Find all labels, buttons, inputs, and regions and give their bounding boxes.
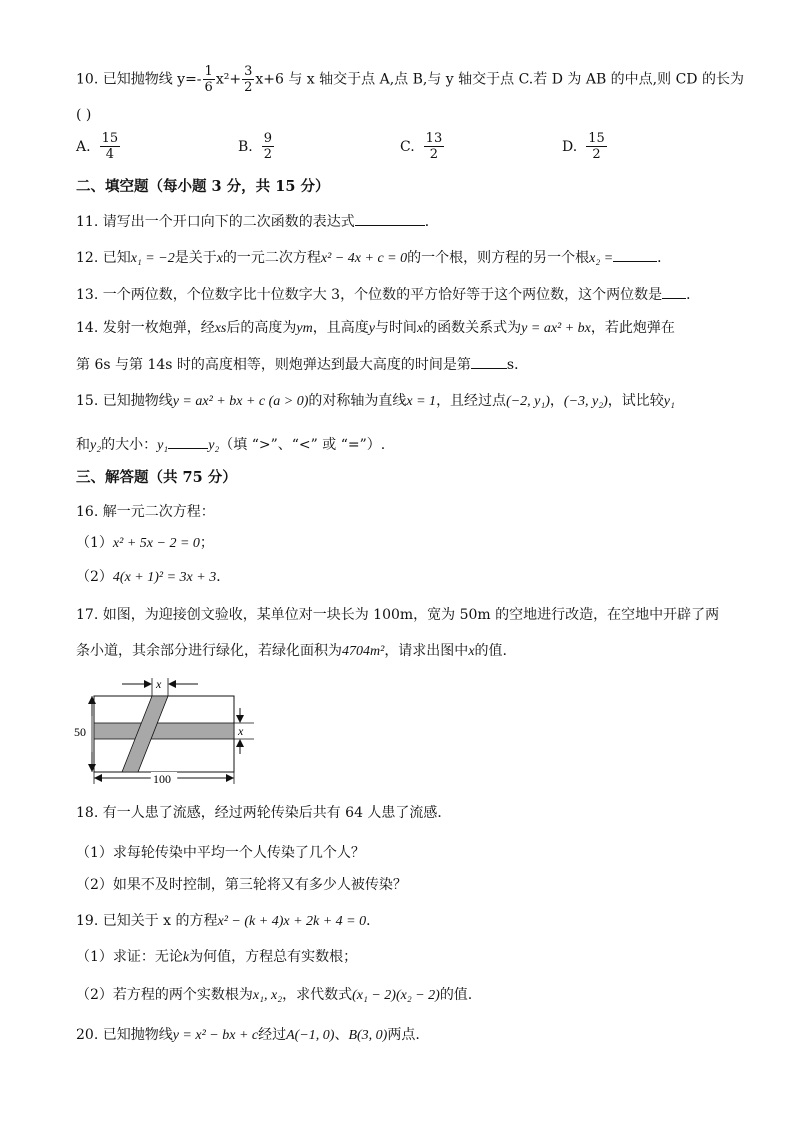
answer-blank <box>662 284 686 299</box>
q12-root: x₁ = −2 <box>130 251 175 266</box>
q17-line1: 17. 如图，为迎接创文验收，某单位对一块长为 100m，宽为 50m 的空地进行改造，在空地中开辟了两 <box>76 607 720 623</box>
q14-text-b: 后的高度为 <box>226 320 297 336</box>
q19-part1 <box>76 948 357 967</box>
q15-line2 <box>76 434 385 455</box>
q14-xs: xs <box>214 321 227 336</box>
q14-ym: ym <box>296 321 313 336</box>
q19-end: ． <box>366 913 381 929</box>
q10-option-d <box>562 131 608 162</box>
part-end: ． <box>216 569 231 585</box>
q19-part2 <box>76 986 472 1005</box>
option-label: B. <box>238 138 253 155</box>
q20-point-b: B(3, 0) <box>348 1028 388 1043</box>
q17-area: 4704m² <box>342 644 385 659</box>
q10-option-c <box>400 131 445 162</box>
q15-equation: y = ax² + bx + c (a > 0) <box>172 394 309 409</box>
frac-num: 15 <box>101 131 119 146</box>
part-end: ； <box>199 535 214 551</box>
q10-frac1 <box>203 64 215 95</box>
q14-line2 <box>76 354 528 374</box>
q15-text-e: 和 <box>76 437 90 453</box>
q15-text-c: ，且经过点 <box>436 393 507 409</box>
option-label: D. <box>562 138 578 155</box>
frac-den: 2 <box>244 80 253 95</box>
q15-text-f: 的大小： <box>101 437 158 453</box>
q20-point-a: A(−1, 0) <box>286 1028 335 1043</box>
answer-blank <box>471 354 507 369</box>
q10-paren: ( ) <box>76 107 92 123</box>
q15-text-g: （填 “>”、“<” 或 “=”）. <box>219 437 386 453</box>
frac-den: 6 <box>204 80 213 95</box>
q14-unit: s <box>506 357 515 373</box>
q18-title: 18. 有一人患了流感，经过两轮传染后共有 64 人患了流感． <box>76 805 452 821</box>
top-x-label: x <box>156 677 162 691</box>
q14-end: ． <box>514 357 529 373</box>
q14-x: x <box>416 321 424 336</box>
q15-point2: (−3, y₂) <box>563 394 608 409</box>
q12-x2: x₂ = <box>589 251 614 266</box>
q15-y2b: y₂ <box>208 438 220 453</box>
q15-text-d: ，试比较 <box>607 393 664 409</box>
option-frac <box>586 131 607 162</box>
frac-den: 2 <box>429 147 439 162</box>
left-50-label: 50 <box>74 725 86 739</box>
q19-text-a: 19. 已知关于 x 的方程 <box>76 913 218 929</box>
section-2-heading: 二、填空题（每小题 3 分，共 15 分） <box>76 178 330 195</box>
q13 <box>76 284 700 304</box>
q19-title <box>76 912 380 931</box>
option-frac <box>100 131 121 162</box>
q12-end: ． <box>657 250 672 266</box>
q19-text-e: ，求代数式 <box>282 987 353 1003</box>
frac-num: 9 <box>263 131 273 146</box>
part-label: （2） <box>76 569 113 585</box>
q19-equation: x² − (k + 4)x + 2k + 4 = 0 <box>217 914 367 929</box>
q10-text-b: x²+ <box>215 71 242 88</box>
q12-equation: x² − 4x + c = 0 <box>320 251 408 266</box>
option-label: A. <box>76 138 91 155</box>
q20-text-c: 两点. <box>387 1027 420 1043</box>
q12-text-a: 12. 已知 <box>76 250 131 266</box>
q12-var: x <box>216 251 223 266</box>
q13-end: ． <box>686 287 701 303</box>
q19-text-b: （1）求证：无论 <box>76 949 183 965</box>
q12-text-b: 是关于 <box>174 250 217 266</box>
section-3-heading: 三、解答题（共 75 分） <box>76 469 237 486</box>
q15-text-a: 15. 已知抛物线 <box>76 393 173 409</box>
answer-blank <box>168 434 208 449</box>
q15-comma: ， <box>549 393 564 409</box>
q15-y1: y₁ <box>663 394 675 409</box>
q18-part1: （1）求每轮传染中平均一个人传染了几个人？ <box>76 845 365 861</box>
q15-y2: y₂ <box>90 438 102 453</box>
q19-text-c: 为何值，方程总有实数根； <box>189 949 358 965</box>
q14-equation: y = ax² + bx <box>521 321 591 336</box>
q10-text-c: x+6 与 x 轴交于点 A,点 B,与 y 轴交于点 C.若 D 为 AB 的中点,则 CD 的长为 <box>255 71 744 88</box>
q11 <box>76 211 439 231</box>
q19-text-f: 的值. <box>439 987 473 1003</box>
q10-frac2 <box>242 64 254 95</box>
q20-sep: 、 <box>334 1027 349 1043</box>
q19-roots: x₁, x₂ <box>252 988 283 1003</box>
q16-part2 <box>76 568 230 587</box>
q17-line2 <box>76 642 507 661</box>
q15-axis: x = 1 <box>406 394 437 409</box>
q20-equation: y = x² − bx + c <box>172 1028 259 1043</box>
q15-y1b: y₁ <box>157 438 169 453</box>
q14-text-d: 与时间 <box>374 320 417 336</box>
frac-num: 3 <box>244 64 253 79</box>
q16-part1 <box>76 534 214 553</box>
q12-text-d: 的一个根，则方程的另一个根 <box>407 250 590 266</box>
q14-y: y <box>368 321 375 336</box>
answer-blank <box>355 211 425 226</box>
q19-k: k <box>182 950 190 965</box>
q17-text-c: 的值. <box>474 643 507 659</box>
q12-text-c: 的一元二次方程 <box>222 250 321 266</box>
q20-title <box>76 1026 420 1045</box>
q15-line1 <box>76 392 675 411</box>
frac-num: 15 <box>588 131 605 146</box>
q17-x: x <box>468 644 475 659</box>
q15-text-b: 的对称轴为直线 <box>308 393 407 409</box>
part-label: （1） <box>76 535 113 551</box>
q14-text-e: 的函数关系式为 <box>423 320 522 336</box>
q11-end: ． <box>424 214 439 230</box>
option-frac <box>424 131 445 162</box>
q10-option-a <box>76 131 121 162</box>
frac-den: 4 <box>105 147 114 162</box>
frac-den: 2 <box>263 147 273 162</box>
q13-text: 13. 一个两位数，个位数字比十位数字大 3，个位数的平方恰好等于这个两位数，这个两位数是 <box>76 287 663 303</box>
q10-text-a: 10. 已知抛物线 y=- <box>76 71 202 88</box>
frac-den: 2 <box>592 147 601 162</box>
option-frac <box>262 131 274 162</box>
option-label: C. <box>400 138 415 155</box>
q16-eq2: 4(x + 1)² = 3x + 3 <box>112 570 217 585</box>
horizontal-road <box>94 723 234 739</box>
q14-line1 <box>76 319 675 338</box>
q18-part2: （2）如果不及时控制，第三轮将又有多少人被传染？ <box>76 877 407 893</box>
q10-line1 <box>76 64 744 95</box>
q17-text-b: ，请求出图中 <box>384 643 469 659</box>
q15-point1: (−2, y₁) <box>506 394 550 409</box>
q12 <box>76 247 671 268</box>
q17-text-a: 条小道，其余部分进行绿化，若绿化面积为 <box>76 643 342 659</box>
q11-text: 11. 请写出一个开口向下的二次函数的表达式 <box>76 214 355 230</box>
q14-text-g: 第 6s 与第 14s 时的高度相等，则炮弹达到最大高度的时间是第 <box>76 357 471 373</box>
q17-figure <box>70 676 260 788</box>
right-x-label: x <box>238 724 244 738</box>
frac-num: 1 <box>204 64 213 79</box>
q10-option-b <box>238 131 275 162</box>
q19-expression: (x₁ − 2)(x₂ − 2) <box>352 988 440 1003</box>
bottom-100-label: 100 <box>153 772 171 786</box>
q19-text-d: （2）若方程的两个实数根为 <box>76 987 253 1003</box>
q14-text-a: 14. 发射一枚炮弹，经 <box>76 320 215 336</box>
q16-title: 16. 解一元二次方程： <box>76 504 215 520</box>
q20-text-b: 经过 <box>258 1027 287 1043</box>
q20-text-a: 20. 已知抛物线 <box>76 1027 173 1043</box>
answer-blank <box>613 247 657 262</box>
q14-text-f: ，若此炮弹在 <box>590 320 675 336</box>
q14-text-c: ，且高度 <box>312 320 369 336</box>
frac-num: 13 <box>425 131 443 146</box>
q16-eq1: x² + 5x − 2 = 0 <box>112 536 200 551</box>
